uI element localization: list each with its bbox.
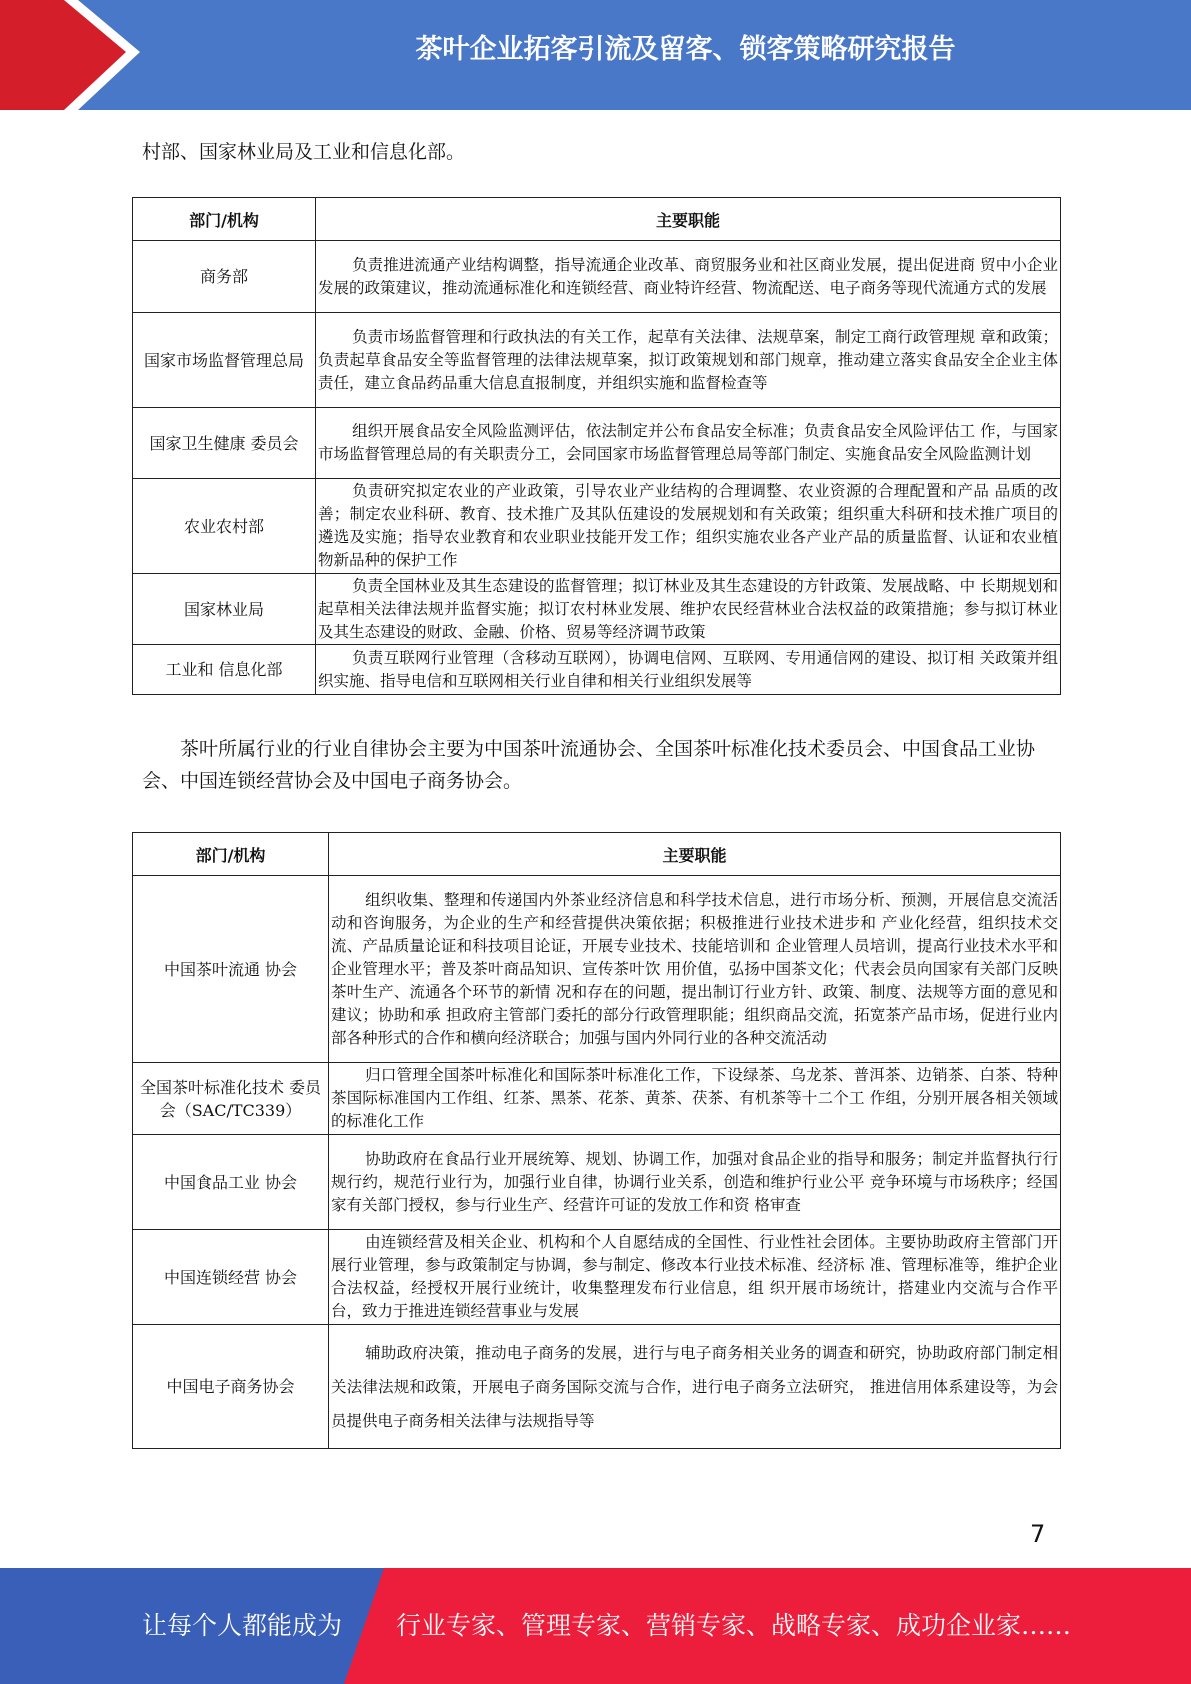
associations-paragraph: 茶叶所属行业的行业自律协会主要为中国茶叶流通协会、全国茶叶标准化技术委员会、中国食品工业协会、中国连锁经营协会及中国电子商务协会。 [142, 738, 1036, 792]
col-header-duty: 主要职能 [329, 833, 1061, 876]
table-row [133, 1230, 1061, 1325]
footer-slogan-right: 行业专家、管理专家、营销专家、战略专家、成功企业家…… [396, 1611, 1072, 1640]
table-header-row [133, 833, 1061, 876]
duty-cell: 辅助政府决策，推动电子商务的发展，进行与电子商务相关业务的调查和研究，协助政府部门制定相关法律法规和政策，开展电子商务国际交流与合作，进行电子商务立法研究， 推进信用体系建设等，为会员提供电子商务相关法律与法规指导等 [329, 1325, 1061, 1449]
duty-cell: 负责研究拟定农业的产业政策，引导农业产业结构的合理调整、农业资源的合理配置和产品 品质的改善；制定农业科研、教育、技术推广及其队伍建设的发展规划和有关政策；组织重大科研和技术推广项目的遴选及实施；指导农业教育和农业职业技能开发工作；组织实施农业各产业产品的质量监督、认证和农业植物新品种的保护工作 [316, 479, 1061, 574]
org-cell: 国家卫生健康 委员会 [133, 408, 316, 479]
duty-cell: 负责全国林业及其生态建设的监督管理；拟订林业及其生态建设的方针政策、发展战略、中 长期规划和起草相关法律法规并监督实施；拟订农村林业发展、维护农民经营林业合法权益的政策措施；参与拟订林业及其生态建设的财政、金融、价格、贸易等经济调节政策 [316, 574, 1061, 645]
table-row [133, 1135, 1061, 1230]
col-header-org: 部门/机构 [133, 198, 316, 241]
duty-cell: 负责市场监督管理和行政执法的有关工作，起草有关法律、法规草案，制定工商行政管理规 章和政策；负责起草食品安全等监督管理的法律法规草案，拟订政策规划和部门规章，推动建立落实食品安全企业主体责任，建立食品药品重大信息直报制度，并组织实施和监督检查等 [316, 313, 1061, 408]
org-cell: 全国茶叶标准化技术 委员会（SAC/TC339） [133, 1063, 329, 1135]
header-chevron-icon [0, 0, 160, 110]
org-cell: 中国连锁经营 协会 [133, 1230, 329, 1325]
org-cell: 商务部 [133, 241, 316, 313]
org-cell: 中国茶叶流通 协会 [133, 876, 329, 1063]
duty-cell: 负责推进流通产业结构调整，指导流通企业改革、商贸服务业和社区商业发展，提出促进商 贸中小企业发展的政策建议，推动流通标准化和连锁经营、商业特许经营、物流配送、电子商务等现代流通方式的发展 [316, 241, 1061, 313]
table-row [133, 408, 1061, 479]
org-cell: 中国食品工业 协会 [133, 1135, 329, 1230]
page-footer [0, 1568, 1191, 1684]
table-row [133, 645, 1061, 695]
table-row [133, 313, 1061, 408]
org-cell: 农业农村部 [133, 479, 316, 574]
org-cell: 工业和 信息化部 [133, 645, 316, 695]
col-header-org: 部门/机构 [133, 833, 329, 876]
org-cell: 国家林业局 [133, 574, 316, 645]
duty-cell: 协助政府在食品行业开展统筹、规划、协调工作，加强对食品企业的指导和服务；制定并监督执行行规行约，规范行业行为，加强行业自律，协调行业关系，创造和维护行业公平 竞争环境与市场秩序；经国家有关部门授权，参与行业生产、经营许可证的发放工作和资 格审查 [329, 1135, 1061, 1230]
report-title: 茶叶企业拓客引流及留客、锁客策略研究报告 [415, 34, 956, 65]
footer-slogan-left: 让每个人都能成为 [142, 1611, 343, 1640]
table-header-row [133, 198, 1061, 241]
industry-associations-table [132, 832, 1061, 1449]
duty-cell: 组织开展食品安全风险监测评估，依法制定并公布食品安全标准；负责食品安全风险评估工 作，与国家市场监督管理总局的有关职责分工，会同国家市场监督管理总局等部门制定、实施食品安全风险监测计划 [316, 408, 1061, 479]
table-row [133, 241, 1061, 313]
table-row [133, 1063, 1061, 1135]
table-row [133, 876, 1061, 1063]
duty-cell: 负责互联网行业管理（含移动互联网），协调电信网、互联网、专用通信网的建设、拟订相 关政策并组织实施、指导电信和互联网相关行业自律和相关行业组织发展等 [316, 645, 1061, 695]
org-cell: 国家市场监督管理总局 [133, 313, 316, 408]
page-header [0, 0, 1191, 110]
table-row [133, 574, 1061, 645]
intro-line: 村部、国家林业局及工业和信息化部。 [142, 141, 466, 163]
org-cell: 中国电子商务协会 [133, 1325, 329, 1449]
duty-cell: 归口管理全国茶叶标准化和国际茶叶标准化工作，下设绿茶、乌龙茶、普洱茶、边销茶、白茶、特种茶国际标准国内工作组、红茶、黑茶、花茶、黄茶、茯茶、有机茶等十二个工 作组，分别开展各相关领域的标准化工作 [329, 1063, 1061, 1135]
table-row [133, 479, 1061, 574]
table-row [133, 1325, 1061, 1449]
col-header-duty: 主要职能 [316, 198, 1061, 241]
duty-cell: 组织收集、整理和传递国内外茶业经济信息和科学技术信息，进行市场分析、预测，开展信息交流活动和咨询服务，为企业的生产和经营提供决策依据；积极推进行业技术进步和 产业化经营，组织技术交流、产品质量论证和科技项目论证，开展专业技术、技能培训和 企业管理人员培训，提高行业技术水平和企业管理水平；普及茶叶商品知识、宣传茶叶饮 用价值，弘扬中国茶文化；代表会员向国家有关部门反映茶叶生产、流通各个环节的新情 况和存在的问题，提出制订行业方针、政策、制度、法规等方面的意见和建议；协助和承 担政府主管部门委托的部分行政管理职能；组织商品交流，拓宽茶产品市场，促进行业内 部各种形式的合作和横向经济联合；加强与国内外同行业的各种交流活动 [329, 876, 1061, 1063]
duty-cell: 由连锁经营及相关企业、机构和个人自愿结成的全国性、行业性社会团体。主要协助政府主管部门开展行业管理，参与政策制定与协调，参与制定、修改本行业技术标准、经济标 准、管理标准等，维护企业合法权益，经授权开展行业统计，收集整理发布行业信息，组 织开展市场统计，搭建业内交流与合作平台，致力于推进连锁经营事业与发展 [329, 1230, 1061, 1325]
page-number: 7 [1030, 1520, 1046, 1548]
government-departments-table [132, 197, 1061, 695]
